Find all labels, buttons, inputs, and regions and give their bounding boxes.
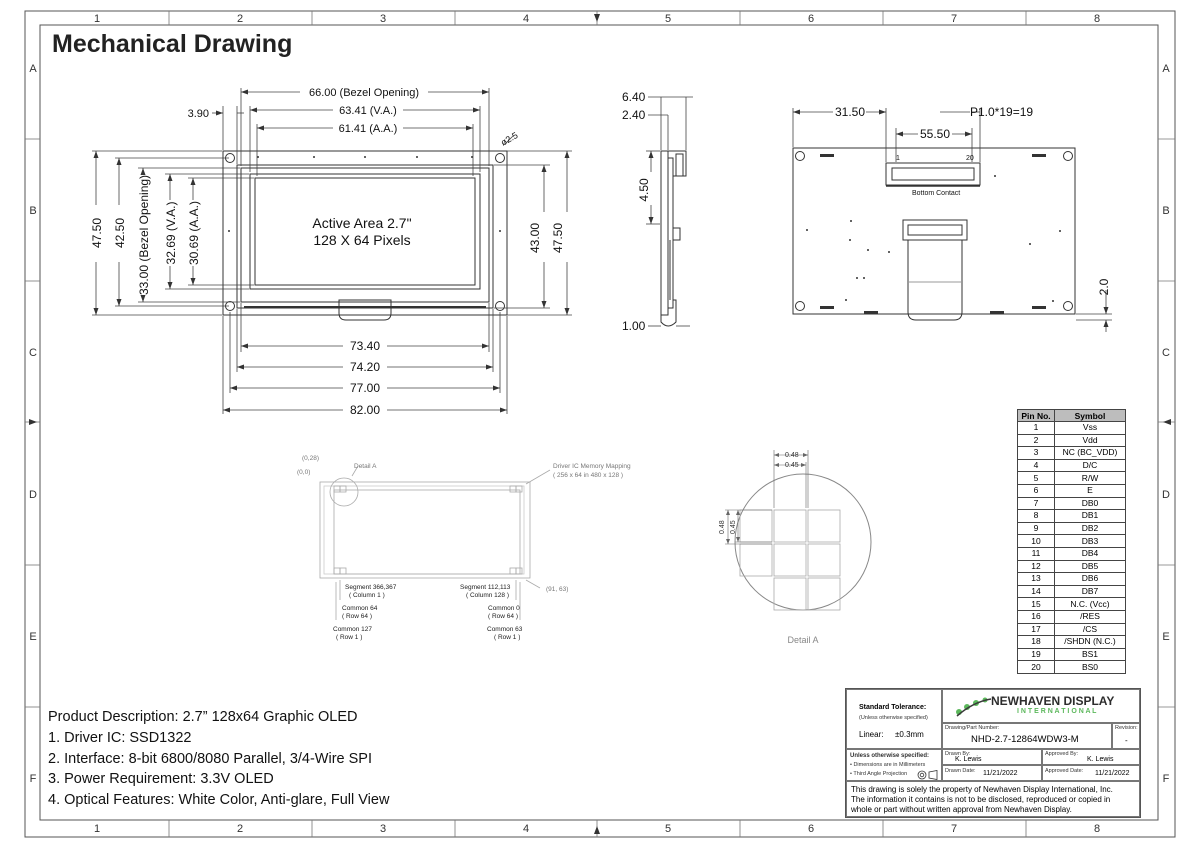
col-label-top: 3 — [379, 13, 387, 25]
pin-symbol: DB0 — [1055, 497, 1126, 510]
pin-row — [1018, 497, 1126, 510]
coord-end: (91, 63) — [546, 586, 569, 593]
col-label-top: 8 — [1093, 13, 1101, 25]
dim-side-tab: 1.00 — [622, 319, 646, 333]
pin-symbol: DB6 — [1055, 573, 1126, 586]
row-label-right: D — [1162, 489, 1170, 501]
dim-pixel-pitch-x: 0.48 — [785, 452, 799, 459]
notice-line-3: whole or part without written approval from Newhaven Display. — [851, 805, 1072, 814]
pin-1-label: 1 — [896, 155, 900, 162]
dim-width-1: 73.40 — [349, 339, 381, 353]
back-dims-text — [835, 105, 1111, 295]
pin-number: 18 — [1018, 636, 1055, 649]
pin-number: 5 — [1018, 472, 1055, 485]
dim-width-2: 74.20 — [349, 360, 381, 374]
pin-number: 1 — [1018, 422, 1055, 435]
pin-row — [1018, 472, 1126, 485]
pin-row — [1018, 585, 1126, 598]
pin-symbol: /RES — [1055, 610, 1126, 623]
pin-table — [1017, 409, 1126, 674]
detail-a — [725, 450, 871, 610]
dim-hole-pitch-y: 42.50 — [113, 217, 127, 249]
revision-value: - — [1125, 736, 1128, 745]
pin-symbol: DB4 — [1055, 547, 1126, 560]
dim-pixel-size-y: 0.45 — [730, 520, 737, 534]
part-number: NHD-2.7-12864WDW3-M — [971, 734, 1079, 745]
pin-number: 6 — [1018, 484, 1055, 497]
row-label-left: B — [29, 205, 37, 217]
col-label-bottom: 3 — [379, 823, 387, 835]
spec-interface: 2. Interface: 8-bit 6800/8080 Parallel, 3/4-Wire SPI — [48, 751, 373, 767]
pin-number: 13 — [1018, 573, 1055, 586]
unless-specified: (Unless otherwise specified) — [859, 715, 928, 721]
dim-side-glass: 2.40 — [622, 108, 646, 122]
pin-number: 16 — [1018, 610, 1055, 623]
drawn-by-cell — [942, 749, 1042, 765]
pin-row — [1018, 636, 1126, 649]
row-label-left: E — [29, 631, 37, 643]
pin-number: 3 — [1018, 447, 1055, 460]
dim-pixel-pitch-y: 0.48 — [719, 520, 726, 534]
unless-otherwise: Unless otherwise specified: — [850, 753, 930, 759]
drawn-date-label: Drawn Date: — [945, 768, 976, 774]
memory-map-text — [297, 455, 631, 593]
col-label-top: 7 — [950, 13, 958, 25]
pin-symbol: E — [1055, 484, 1126, 497]
dim-pin-pitch: P1.0*19=19 — [970, 105, 1034, 119]
row-label-left: F — [29, 773, 37, 785]
pin-row — [1018, 535, 1126, 548]
pin-symbol: /CS — [1055, 623, 1126, 636]
pin-row — [1018, 661, 1126, 674]
ownership-notice — [846, 781, 1140, 817]
drawn-by-label: Drawn By: — [945, 751, 971, 757]
col-label-bottom: 1 — [93, 823, 101, 835]
approved-date: 11/21/2022 — [1095, 770, 1130, 777]
pin-table-body — [1018, 422, 1126, 674]
col-label-top: 2 — [236, 13, 244, 25]
logo-cell — [942, 689, 1140, 723]
row-label-right: E — [1162, 631, 1170, 643]
front-dims-right-text — [528, 223, 565, 253]
approved-date-label: Approved Date: — [1045, 768, 1084, 774]
dim-va-width: 63.41 (V.A.) — [339, 105, 397, 117]
pin-number: 15 — [1018, 598, 1055, 611]
mounting-hole — [496, 302, 505, 311]
row-label-right: B — [1162, 205, 1170, 217]
notes-cell — [846, 749, 942, 781]
pin-no-header: Pin No. — [1018, 410, 1055, 422]
row-label-left: A — [29, 63, 37, 75]
part-number-label: Drawing/Part Number: — [945, 725, 1000, 731]
front-dims-bottom-text — [350, 339, 380, 417]
dim-module-height-right: 47.50 — [551, 222, 565, 254]
part-number-cell — [942, 723, 1112, 749]
pin-number: 8 — [1018, 510, 1055, 523]
standard-tolerance: Standard Tolerance: — [859, 704, 927, 711]
product-description: Product Description: 2.7” 128x64 Graphic OLED — [48, 709, 358, 725]
col-label-bottom: 4 — [522, 823, 530, 835]
seg-right-col: ( Column 128 ) — [466, 592, 509, 599]
note-projection: • Third Angle Projection — [850, 771, 908, 777]
dim-width-4: 82.00 — [349, 403, 381, 417]
driver-mapping-title: Driver IC Memory Mapping — [553, 463, 631, 470]
note-millimeters: • Dimensions are in Millimeters — [850, 762, 926, 768]
dim-pixel-size-x: 0.45 — [785, 462, 799, 469]
pin-number: 10 — [1018, 535, 1055, 548]
spec-optical: 4. Optical Features: White Color, Anti-glare, Full View — [48, 792, 390, 808]
spec-power: 3. Power Requirement: 3.3V OLED — [48, 771, 274, 787]
detail-a-text — [719, 452, 819, 645]
col-label-top: 5 — [664, 13, 672, 25]
col-label-bottom: 7 — [950, 823, 958, 835]
col-label-bottom: 5 — [664, 823, 672, 835]
pin-symbol: R/W — [1055, 472, 1126, 485]
row-label-left: D — [29, 489, 37, 501]
dim-aa-width: 61.41 (A.A.) — [338, 123, 398, 135]
tolerance-cell — [846, 689, 942, 749]
company-name: NEWHAVEN DISPLAY — [991, 694, 1115, 708]
pin-row — [1018, 510, 1126, 523]
pin-symbol: DB5 — [1055, 560, 1126, 573]
notice-line-1: This drawing is solely the property of Newhaven Display International, Inc. — [851, 785, 1113, 794]
pin-number: 9 — [1018, 522, 1055, 535]
col-label-top: 6 — [807, 13, 815, 25]
row-label-right: C — [1162, 347, 1170, 359]
approved-date-cell — [1042, 765, 1140, 781]
pin-symbol: NC (BC_VDD) — [1055, 447, 1126, 460]
pin-row — [1018, 623, 1126, 636]
com127-label: Common 127 — [333, 626, 373, 633]
revision-cell — [1112, 723, 1140, 749]
pin-row — [1018, 422, 1126, 435]
driver-mapping-size: ( 256 x 64 in 480 x 128 ) — [553, 472, 624, 479]
drawn-date: 11/21/2022 — [983, 770, 1018, 777]
pin-symbol: Vss — [1055, 422, 1126, 435]
coord-offset: (0,28) — [302, 455, 319, 462]
title-block — [845, 688, 1141, 818]
drawn-date-cell — [942, 765, 1042, 781]
spec-driver: 1. Driver IC: SSD1322 — [48, 730, 192, 746]
pin-number: 19 — [1018, 648, 1055, 661]
pin-row — [1018, 459, 1126, 472]
symbol-header: Symbol — [1055, 410, 1126, 422]
col-label-top: 4 — [522, 13, 530, 25]
row-label-left: C — [29, 347, 37, 359]
notice-line-2: The information it contains is not to be disclosed, reproduced or copied in — [851, 795, 1111, 804]
pin-symbol: BS1 — [1055, 648, 1126, 661]
mounting-hole — [496, 154, 505, 163]
row-label-right: F — [1162, 773, 1170, 785]
dim-width-3: 77.00 — [349, 381, 381, 395]
detail-a-callout: Detail A — [354, 463, 377, 470]
linear-value: ±0.3mm — [895, 730, 924, 739]
pin-number: 7 — [1018, 497, 1055, 510]
pin-row — [1018, 573, 1126, 586]
com64-row: ( Row 64 ) — [342, 613, 372, 620]
revision-label: Revision: — [1115, 725, 1138, 731]
pin-number: 20 — [1018, 661, 1055, 674]
pin-row — [1018, 447, 1126, 460]
pin-number: 12 — [1018, 560, 1055, 573]
com0-label: Common 0 — [488, 605, 520, 612]
dim-back-bottom: 2.0 — [1097, 278, 1111, 296]
pin-number: 11 — [1018, 547, 1055, 560]
pin-number: 17 — [1018, 623, 1055, 636]
col-label-bottom: 2 — [236, 823, 244, 835]
pin-table-header — [1018, 410, 1126, 422]
pin-row — [1018, 522, 1126, 535]
pin-row — [1018, 560, 1126, 573]
seg-left-label: Segment 366,367 — [345, 584, 397, 591]
col-label-bottom: 6 — [807, 823, 815, 835]
pin-number: 2 — [1018, 434, 1055, 447]
com63-row: ( Row 1 ) — [494, 634, 521, 641]
com0-row: ( Row 64 ) — [488, 613, 518, 620]
memory-map-labels — [333, 584, 523, 641]
dim-offset: 3.90 — [187, 108, 209, 120]
dim-connector-width: 55.50 — [919, 127, 951, 141]
dim-side-thickness: 6.40 — [622, 90, 646, 104]
drawn-by: K. Lewis — [955, 756, 982, 763]
pin-symbol: Vdd — [1055, 434, 1126, 447]
back-view — [793, 148, 1075, 320]
dim-bezel-outline-height: 43.00 — [528, 222, 542, 254]
fpc-tab — [339, 300, 391, 320]
linear-label: Linear: — [859, 730, 884, 739]
pin-symbol: DB1 — [1055, 510, 1126, 523]
side-view — [661, 151, 686, 326]
pin-symbol: DB2 — [1055, 522, 1126, 535]
pin-row — [1018, 648, 1126, 661]
pin-20-label: 20 — [966, 155, 974, 162]
pin-row — [1018, 598, 1126, 611]
row-label-right: A — [1162, 63, 1170, 75]
col-label-bottom: 8 — [1093, 823, 1101, 835]
pin-symbol: /SHDN (N.C.) — [1055, 636, 1126, 649]
pin-symbol: D/C — [1055, 459, 1126, 472]
back-view-marks — [806, 154, 1061, 314]
pin-symbol: N.C. (Vcc) — [1055, 598, 1126, 611]
pin-symbol: DB3 — [1055, 535, 1126, 548]
dim-bezel-height: 33.00 (Bezel Opening) — [137, 174, 151, 296]
active-area-pixels: 128 X 64 Pixels — [313, 232, 411, 248]
dim-bezel-width: 66.00 (Bezel Opening) — [308, 87, 420, 99]
side-dims-text — [622, 90, 651, 333]
pin-row — [1018, 547, 1126, 560]
approved-by: K. Lewis — [1087, 756, 1114, 763]
approved-by-label: Approved By: — [1045, 751, 1079, 757]
projection-symbol-icon — [917, 770, 939, 780]
newhaven-logo-icon — [953, 696, 993, 718]
pin-number: 14 — [1018, 585, 1055, 598]
approved-by-cell — [1042, 749, 1140, 765]
coord-origin: (0,0) — [297, 469, 311, 476]
com64-label: Common 64 — [342, 605, 378, 612]
page-title: Mechanical Drawing — [52, 30, 293, 58]
dim-side-fpc: 4.50 — [637, 178, 651, 202]
seg-left-col: ( Column 1 ) — [349, 592, 385, 599]
com127-row: ( Row 1 ) — [336, 634, 363, 641]
front-dims-left-text — [90, 175, 201, 295]
dim-va-height: 32.69 (V.A.) — [164, 201, 178, 265]
seg-right-label: Segment 112,113 — [460, 584, 511, 591]
active-area-label: Active Area 2.7" — [312, 215, 412, 231]
pin-row — [1018, 610, 1126, 623]
pin-number: 4 — [1018, 459, 1055, 472]
com63-label: Common 63 — [487, 626, 523, 633]
dim-module-height: 47.50 — [90, 217, 104, 249]
detail-a-label: Detail A — [787, 635, 819, 645]
pin-row — [1018, 484, 1126, 497]
pin-symbol: BS0 — [1055, 661, 1126, 674]
dim-aa-height: 30.69 (A.A.) — [187, 200, 201, 266]
pin-row — [1018, 434, 1126, 447]
pin-symbol: DB7 — [1055, 585, 1126, 598]
bottom-contact-label: Bottom Contact — [912, 190, 961, 197]
col-label-top: 1 — [93, 13, 101, 25]
dim-hole: ø2.5 — [499, 130, 520, 148]
company-subtitle: I N T E R N A T I O N A L — [1017, 708, 1097, 715]
dim-back-offset: 31.50 — [834, 105, 866, 119]
